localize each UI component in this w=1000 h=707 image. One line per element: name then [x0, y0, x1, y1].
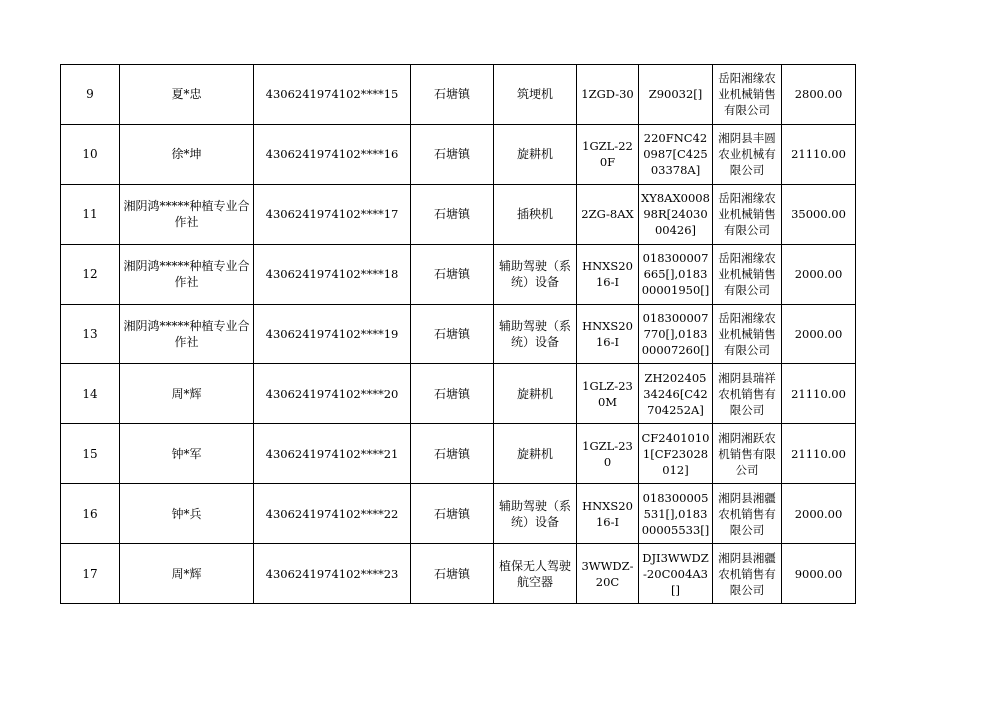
subsidy-amount-text: 2000.00	[794, 267, 843, 282]
model-cell	[577, 304, 639, 364]
id-number-cell	[254, 364, 411, 424]
row-number-cell	[61, 244, 120, 304]
row-number-cell	[61, 304, 120, 364]
row-number-cell	[61, 124, 120, 184]
row-number-text: 11	[82, 207, 98, 222]
dealer-text: 岳阳湘缘农业机械销售有限公司	[718, 191, 776, 238]
subsidy-amount-text: 21110.00	[791, 147, 846, 162]
dealer-cell	[713, 304, 782, 364]
model-cell	[577, 65, 639, 125]
table-row	[61, 484, 856, 544]
machine-type-text: 植保无人驾驶航空器	[498, 558, 571, 589]
applicant-name-cell	[120, 184, 254, 244]
machine-type-cell	[494, 124, 577, 184]
row-number-text: 10	[82, 147, 98, 162]
id-number-text: 4306241974102****17	[265, 207, 399, 222]
dealer-text: 湘阴县湘疆农机销售有限公司	[718, 490, 776, 537]
machine-type-text: 辅助驾驶（系统）设备	[498, 319, 571, 349]
applicant-name-text: 周*辉	[171, 566, 202, 581]
subsidy-amount-cell	[782, 244, 856, 304]
machine-type-text: 辅助驾驶（系统）设备	[498, 259, 571, 290]
dealer-text: 岳阳湘缘农业机械销售有限公司	[718, 71, 776, 118]
subsidy-amount-cell	[782, 124, 856, 184]
id-number-cell	[254, 244, 411, 304]
applicant-name-cell	[120, 364, 254, 424]
row-number-text: 15	[82, 446, 98, 461]
id-number-cell	[254, 184, 411, 244]
model-text: 1GLZ-230M	[582, 378, 633, 409]
subsidy-amount-text: 9000.00	[794, 566, 843, 581]
applicant-name-cell	[120, 244, 254, 304]
subsidy-amount-text: 2000.00	[794, 327, 843, 341]
applicant-name-text: 湘阴鸿*****种植专业合作社	[123, 319, 250, 349]
applicant-name-cell	[120, 544, 254, 604]
id-number-text: 4306241974102****22	[265, 506, 399, 521]
dealer-text: 岳阳湘缘农业机械销售有限公司	[718, 311, 776, 357]
dealer-cell	[713, 544, 782, 604]
serial-number-text: Z90032[]	[648, 87, 703, 102]
table-row	[61, 544, 856, 604]
model-text: 1ZGD-30	[581, 87, 634, 102]
subsidy-amount-text: 21110.00	[791, 386, 846, 401]
table-row	[61, 424, 856, 484]
row-number-cell	[61, 424, 120, 484]
town-text: 石塘镇	[433, 506, 470, 521]
serial-number-cell	[639, 364, 713, 424]
applicant-name-text: 湘阴鸿*****种植专业合作社	[123, 259, 250, 290]
town-cell	[411, 124, 494, 184]
town-text: 石塘镇	[433, 327, 470, 341]
model-cell	[577, 364, 639, 424]
subsidy-amount-text: 2000.00	[794, 506, 843, 521]
id-number-cell	[254, 484, 411, 544]
serial-number-text: 018300007665[],018300001950[]	[641, 251, 710, 298]
machine-type-text: 旋耕机	[516, 147, 553, 162]
serial-number-cell	[639, 65, 713, 125]
serial-number-text: 018300007770[],018300007260[]	[641, 311, 710, 357]
id-number-text: 4306241974102****21	[265, 446, 399, 461]
town-cell	[411, 544, 494, 604]
model-text: 1GZL-220F	[582, 139, 633, 170]
serial-number-cell	[639, 484, 713, 544]
machine-type-text: 筑埂机	[516, 87, 553, 102]
model-cell	[577, 424, 639, 484]
dealer-cell	[713, 484, 782, 544]
applicant-name-text: 夏*忠	[171, 87, 202, 102]
subsidy-amount-cell	[782, 184, 856, 244]
id-number-text: 4306241974102****19	[265, 327, 399, 341]
model-cell	[577, 244, 639, 304]
id-number-text: 4306241974102****20	[265, 386, 399, 401]
machine-type-cell	[494, 364, 577, 424]
applicant-name-text: 周*辉	[171, 386, 202, 401]
machine-type-text: 旋耕机	[516, 386, 553, 401]
serial-number-text: XY8AX000898R[2403000426]	[641, 191, 710, 238]
dealer-text: 湘阴县丰圆农业机械有限公司	[718, 131, 776, 178]
serial-number-cell	[639, 304, 713, 364]
applicant-name-text: 湘阴鸿*****种植专业合作社	[123, 199, 250, 230]
model-text: 2ZG-8AX	[581, 207, 634, 222]
subsidy-amount-text: 35000.00	[791, 207, 846, 222]
dealer-cell	[713, 424, 782, 484]
serial-number-text: ZH20240534246[C42704252A]	[643, 370, 708, 417]
applicant-name-cell	[120, 424, 254, 484]
machine-type-cell	[494, 184, 577, 244]
model-text: 3WWDZ-20C	[581, 558, 634, 589]
dealer-text: 湘阴县瑞祥农机销售有限公司	[718, 370, 776, 417]
dealer-cell	[713, 124, 782, 184]
serial-number-cell	[639, 544, 713, 604]
row-number-cell	[61, 544, 120, 604]
row-number-cell	[61, 65, 120, 125]
id-number-text: 4306241974102****18	[265, 267, 399, 282]
applicant-name-text: 钟*军	[171, 446, 202, 461]
machine-type-cell	[494, 65, 577, 125]
id-number-text: 4306241974102****16	[265, 147, 399, 162]
machine-type-text: 旋耕机	[516, 446, 553, 461]
id-number-cell	[254, 304, 411, 364]
applicant-name-cell	[120, 65, 254, 125]
dealer-cell	[713, 184, 782, 244]
serial-number-text: DJI3WWDZ-20C004A3[]	[642, 550, 709, 597]
model-text: 1GZL-230	[582, 438, 633, 469]
town-text: 石塘镇	[433, 87, 470, 102]
town-cell	[411, 304, 494, 364]
town-text: 石塘镇	[433, 267, 470, 282]
town-cell	[411, 244, 494, 304]
serial-number-text: 220FNC420987[C42503378A]	[643, 131, 708, 178]
subsidy-amount-text: 2800.00	[794, 87, 843, 102]
town-text: 石塘镇	[433, 147, 470, 162]
subsidy-amount-cell	[782, 364, 856, 424]
machine-type-cell	[494, 424, 577, 484]
serial-number-cell	[639, 244, 713, 304]
dealer-cell	[713, 244, 782, 304]
town-text: 石塘镇	[433, 446, 470, 461]
serial-number-cell	[639, 424, 713, 484]
model-text: HNXS2016-I	[582, 498, 633, 529]
row-number-text: 17	[82, 566, 98, 581]
table-row	[61, 184, 856, 244]
town-text: 石塘镇	[433, 207, 470, 222]
town-cell	[411, 364, 494, 424]
machine-type-cell	[494, 244, 577, 304]
table-row	[61, 124, 856, 184]
id-number-cell	[254, 124, 411, 184]
machine-type-text: 插秧机	[516, 207, 553, 222]
town-cell	[411, 184, 494, 244]
machine-type-text: 辅助驾驶（系统）设备	[498, 498, 571, 529]
town-text: 石塘镇	[433, 386, 470, 401]
table-row	[61, 364, 856, 424]
id-number-text: 4306241974102****23	[265, 566, 399, 581]
serial-number-text: 018300005531[],018300005533[]	[641, 490, 710, 537]
subsidy-amount-cell	[782, 65, 856, 125]
town-cell	[411, 484, 494, 544]
id-number-cell	[254, 544, 411, 604]
row-number-cell	[61, 184, 120, 244]
applicant-name-cell	[120, 484, 254, 544]
subsidy-amount-text: 21110.00	[791, 446, 846, 461]
table-body	[61, 65, 856, 604]
id-number-text: 4306241974102****15	[265, 87, 399, 102]
dealer-cell	[713, 364, 782, 424]
model-cell	[577, 484, 639, 544]
row-number-text: 9	[86, 87, 94, 102]
subsidy-amount-cell	[782, 304, 856, 364]
machine-type-cell	[494, 544, 577, 604]
applicant-name-cell	[120, 124, 254, 184]
table-row	[61, 244, 856, 304]
id-number-cell	[254, 424, 411, 484]
town-cell	[411, 424, 494, 484]
model-cell	[577, 544, 639, 604]
town-cell	[411, 65, 494, 125]
dealer-cell	[713, 65, 782, 125]
serial-number-text: CF24010101[CF23028012]	[641, 430, 710, 477]
row-number-cell	[61, 364, 120, 424]
model-text: HNXS2016-I	[582, 319, 633, 349]
applicant-name-text: 徐*坤	[171, 147, 202, 162]
id-number-cell	[254, 65, 411, 125]
model-cell	[577, 124, 639, 184]
row-number-cell	[61, 484, 120, 544]
row-number-text: 12	[82, 267, 98, 282]
subsidy-table	[60, 64, 856, 604]
dealer-text: 岳阳湘缘农业机械销售有限公司	[718, 251, 776, 298]
machine-type-cell	[494, 304, 577, 364]
subsidy-amount-cell	[782, 424, 856, 484]
applicant-name-cell	[120, 304, 254, 364]
table-row	[61, 304, 856, 364]
table-row	[61, 65, 856, 125]
dealer-text: 湘阴湘跃农机销售有限公司	[718, 430, 776, 477]
applicant-name-text: 钟*兵	[171, 506, 202, 521]
row-number-text: 16	[82, 506, 98, 521]
serial-number-cell	[639, 184, 713, 244]
machine-type-cell	[494, 484, 577, 544]
row-number-text: 14	[82, 386, 98, 401]
subsidy-amount-cell	[782, 484, 856, 544]
row-number-text: 13	[82, 327, 98, 341]
serial-number-cell	[639, 124, 713, 184]
dealer-text: 湘阴县湘疆农机销售有限公司	[718, 550, 776, 597]
town-text: 石塘镇	[433, 566, 470, 581]
model-cell	[577, 184, 639, 244]
model-text: HNXS2016-I	[582, 259, 633, 290]
subsidy-amount-cell	[782, 544, 856, 604]
